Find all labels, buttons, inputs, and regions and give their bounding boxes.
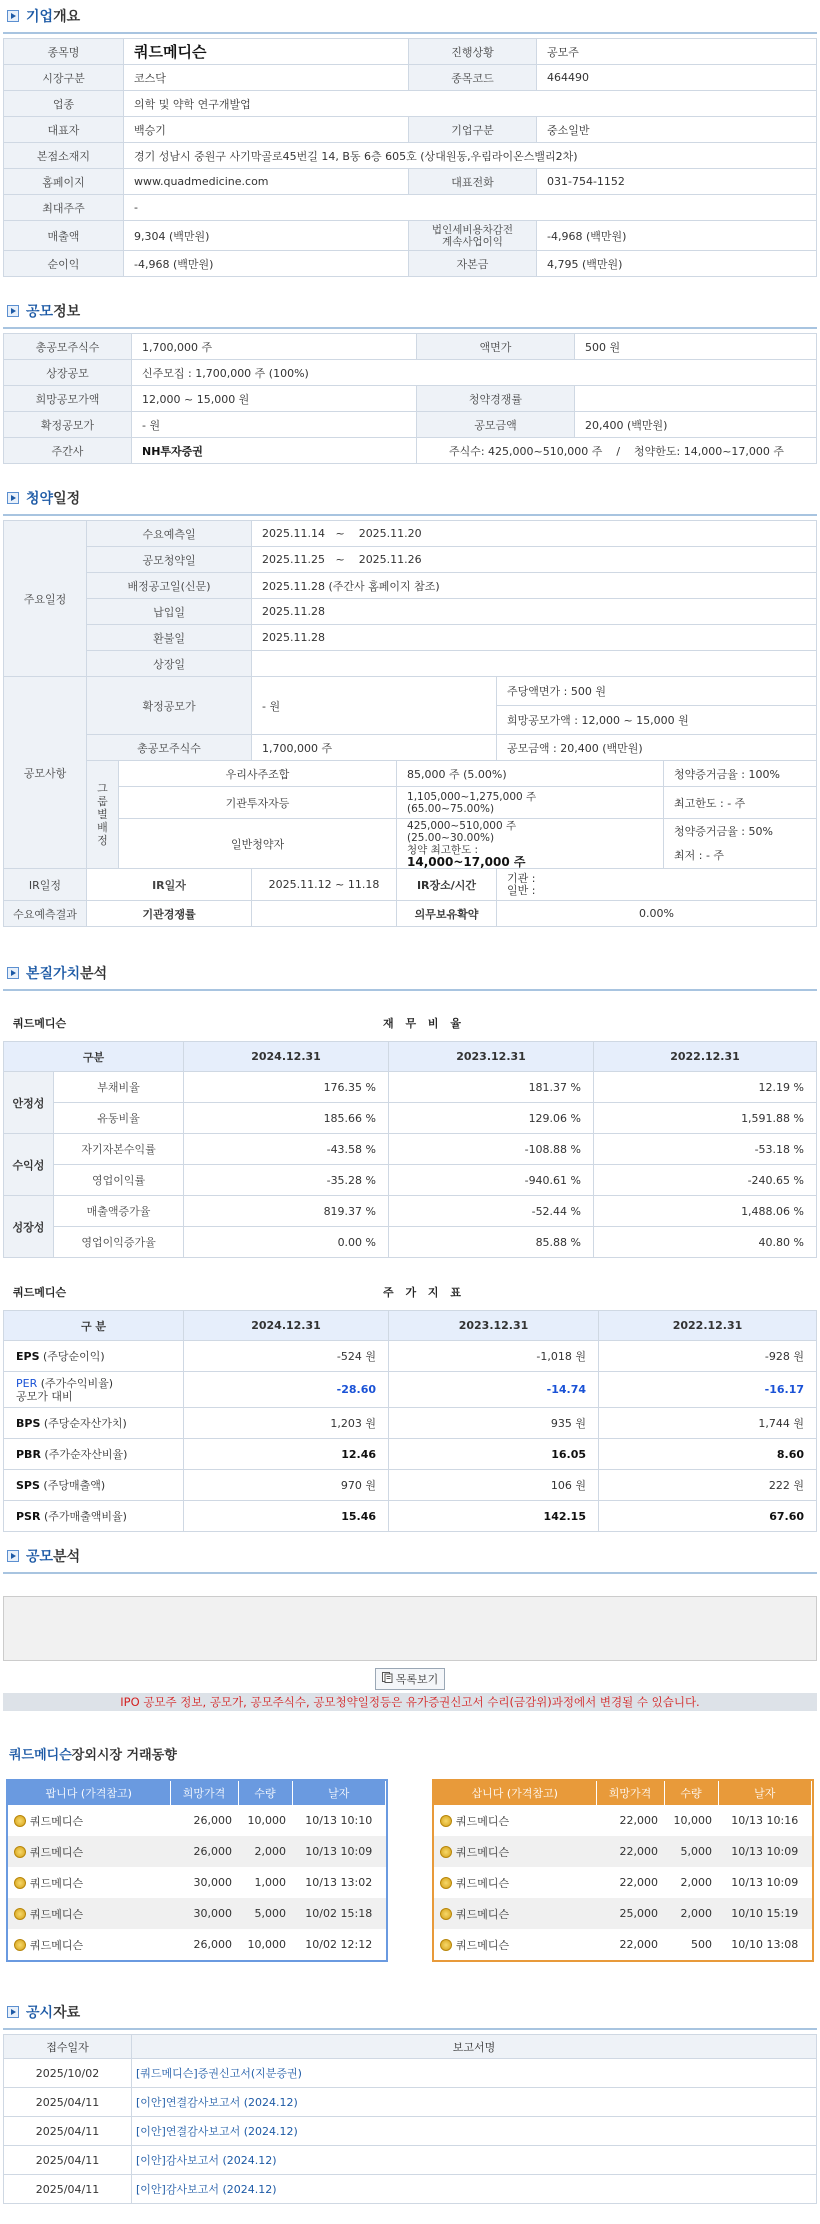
value-par-line: 주당액면가 : 500 원 bbox=[497, 677, 817, 706]
bps-value: 1,744 원 bbox=[599, 1408, 817, 1439]
sps-value: 222 원 bbox=[599, 1470, 817, 1501]
ratio-value: 819.37 % bbox=[184, 1196, 389, 1227]
value-stock-name: 쿼드메디슨 bbox=[124, 39, 409, 65]
buy-row[interactable]: 쿼드메디슨 22,000 2,000 10/13 10:09 bbox=[434, 1867, 812, 1898]
otc-section-title: 쿼드메디슨 장외시장 거래동향 bbox=[3, 1741, 817, 1771]
group-name-general: 일반청약자 bbox=[119, 819, 397, 869]
label-ir-schedule: IR일정 bbox=[4, 869, 87, 901]
stock-header-2023: 2023.12.31 bbox=[389, 1311, 599, 1341]
value-amount-line: 공모금액 : 20,400 (백만원) bbox=[497, 735, 817, 761]
eps-label: EPS (주당순이익) bbox=[4, 1341, 184, 1372]
label-demand-result: 수요예측결과 bbox=[4, 901, 87, 927]
label-allotment-notice: 배정공고일(신문) bbox=[87, 573, 252, 599]
eps-value: -524 원 bbox=[184, 1341, 389, 1372]
buy-header: 수량 bbox=[664, 1781, 718, 1805]
label-code: 종목코드 bbox=[409, 65, 537, 91]
label-subscription-date: 공모청약일 bbox=[87, 547, 252, 573]
value-phone: 031-754-1152 bbox=[537, 169, 817, 195]
buy-header: 희망가격 bbox=[596, 1781, 664, 1805]
stock-company-name: 쿼드메디슨 bbox=[13, 1286, 67, 1299]
list-button-row bbox=[3, 1661, 817, 1693]
ratio-value: 176.35 % bbox=[184, 1072, 389, 1103]
ratio-label: 유동비율 bbox=[54, 1103, 184, 1134]
disclosure-row: 2025/04/11 [이안]감사보고서 (2024.12) bbox=[4, 2146, 817, 2175]
ratio-company-name: 쿼드메디슨 bbox=[13, 1017, 67, 1030]
ratio-label: 자기자본수익률 bbox=[54, 1134, 184, 1165]
sell-header: 날자 bbox=[292, 1781, 386, 1805]
disclosure-row: 2025/04/11 [이안]연결감사보고서 (2024.12) bbox=[4, 2088, 817, 2117]
ratio-value: -940.61 % bbox=[389, 1165, 594, 1196]
label-fixed-price: 확정공모가 bbox=[4, 412, 132, 438]
psr-value: 142.15 bbox=[389, 1501, 599, 1532]
medal-icon bbox=[440, 1877, 452, 1889]
ratio-value: -240.65 % bbox=[594, 1165, 817, 1196]
value-total-shares: 1,700,000 주 bbox=[132, 334, 417, 360]
otc-buy-table bbox=[434, 1781, 812, 1960]
medal-icon bbox=[440, 1939, 452, 1951]
label-phone: 대표전화 bbox=[409, 169, 537, 195]
ratio-label: 부채비율 bbox=[54, 1072, 184, 1103]
value-payment-date: 2025.11.28 bbox=[252, 599, 817, 625]
psr-value: 15.46 bbox=[184, 1501, 389, 1532]
value-allotment-notice: 2025.11.28 (주간사 홈페이지 참조) bbox=[252, 573, 817, 599]
disclosure-table bbox=[3, 2034, 817, 2204]
sps-value: 970 원 bbox=[184, 1470, 389, 1501]
financial-ratio-header bbox=[3, 995, 817, 1041]
eps-value: -1,018 원 bbox=[389, 1341, 599, 1372]
bullet-square-icon bbox=[7, 967, 19, 979]
ratio-value: 85.88 % bbox=[389, 1227, 594, 1258]
list-icon bbox=[382, 1672, 393, 1686]
medal-icon bbox=[440, 1908, 452, 1920]
otc-company-name: 쿼드메디슨 bbox=[9, 1748, 72, 1763]
label-pretax-income: 법인세비용차감전 계속사업이익 bbox=[409, 221, 537, 251]
sell-row[interactable]: 쿼드메디슨 30,000 5,000 10/02 15:18 bbox=[8, 1898, 386, 1929]
ratio-value: 181.37 % bbox=[389, 1072, 594, 1103]
label-ir-date: IR일자 bbox=[87, 869, 252, 901]
ratio-value: -108.88 % bbox=[389, 1134, 594, 1165]
value-address: 경기 성남시 중원구 사기막골로45번길 14, B동 6층 605호 (상대원동,우림라이온스밸리2차) bbox=[124, 143, 817, 169]
ratio-group-stability: 안정성 bbox=[4, 1072, 54, 1134]
ratio-group-profitability: 수익성 bbox=[4, 1134, 54, 1196]
sps-value: 106 원 bbox=[389, 1470, 599, 1501]
medal-icon bbox=[440, 1846, 452, 1858]
ratio-header-2024: 2024.12.31 bbox=[184, 1042, 389, 1072]
analysis-content-box bbox=[3, 1596, 817, 1661]
buy-row[interactable]: 쿼드메디슨 25,000 2,000 10/10 15:19 bbox=[434, 1898, 812, 1929]
ratio-header-category: 구분 bbox=[4, 1042, 184, 1072]
pbr-label: PBR (주가순자산비율) bbox=[4, 1439, 184, 1470]
group-note-employee: 청약증거금율 : 100% bbox=[664, 761, 817, 787]
value-listing-offer: 신주모집 : 1,700,000 주 (100%) bbox=[132, 360, 817, 386]
bullet-square-icon bbox=[7, 10, 19, 22]
label-group-allotment: 그 룹 별 배 정 bbox=[87, 761, 119, 869]
label-offer-items: 공모사항 bbox=[4, 677, 87, 869]
label-demand-forecast: 수요예측일 bbox=[87, 521, 252, 547]
per-value: -14.74 bbox=[389, 1372, 599, 1408]
stock-header-2022: 2022.12.31 bbox=[599, 1311, 817, 1341]
ratio-value: -35.28 % bbox=[184, 1165, 389, 1196]
stock-indicator-table bbox=[3, 1310, 817, 1532]
financial-ratio-table bbox=[3, 1041, 817, 1258]
general-max-value: 14,000~17,000 주 bbox=[407, 854, 526, 869]
bps-label: BPS (주당순자산가치) bbox=[4, 1408, 184, 1439]
ipo-notice: IPO 공모주 정보, 공모가, 공모주식수, 공모청약일정등은 유가증권신고서 수리(금감위)과정에서 변경될 수 있습니다. bbox=[3, 1693, 817, 1711]
report-link[interactable]: [이안]연결감사보고서 (2024.12) bbox=[132, 2088, 817, 2117]
buy-header: 날자 bbox=[718, 1781, 812, 1805]
section-title-disclosure: 공시 자료 bbox=[3, 1996, 817, 2030]
value-capital: 4,795 (백만원) bbox=[537, 251, 817, 277]
group-note-institution: 최고한도 : - 주 bbox=[664, 787, 817, 819]
schedule-table bbox=[3, 520, 817, 927]
sell-header: 수량 bbox=[238, 1781, 292, 1805]
eps-value: -928 원 bbox=[599, 1341, 817, 1372]
label-company-type: 기업구분 bbox=[409, 117, 537, 143]
value-industry: 의학 및 약학 연구개발업 bbox=[124, 91, 817, 117]
medal-icon bbox=[440, 1815, 452, 1827]
otc-sell-panel bbox=[6, 1779, 388, 1962]
group-name-employee: 우리사주조합 bbox=[119, 761, 397, 787]
group-qty-employee: 85,000 주 (5.00%) bbox=[397, 761, 664, 787]
bullet-square-icon bbox=[7, 492, 19, 504]
buy-row[interactable]: 쿼드메디슨 22,000 10,000 10/13 10:16 bbox=[434, 1805, 812, 1836]
ratio-header-2022: 2022.12.31 bbox=[594, 1042, 817, 1072]
report-link[interactable]: [쿼드메디슨]증권신고서(지분증권) bbox=[132, 2059, 817, 2088]
section-title-overview: 기업 개요 bbox=[3, 0, 817, 34]
ratio-value: 185.66 % bbox=[184, 1103, 389, 1134]
disclosure-row: 2025/04/11 [이안]연결감사보고서 (2024.12) bbox=[4, 2117, 817, 2146]
label-homepage: 홈페이지 bbox=[4, 169, 124, 195]
bullet-square-icon bbox=[7, 305, 19, 317]
value-major-holder: - bbox=[124, 195, 817, 221]
section-title-analysis: 공모 분석 bbox=[3, 1540, 817, 1574]
pbr-value: 12.46 bbox=[184, 1439, 389, 1470]
ratio-label: 영업이익률 bbox=[54, 1165, 184, 1196]
pbr-value: 16.05 bbox=[389, 1439, 599, 1470]
disclosure-row: 2025/04/11 [이안]감사보고서 (2024.12) bbox=[4, 2175, 817, 2204]
ratio-value: -53.18 % bbox=[594, 1134, 817, 1165]
otc-buy-panel bbox=[432, 1779, 814, 1962]
disclosure-header-date: 접수일자 bbox=[4, 2035, 132, 2059]
sell-header: 팝니다 (가격참고) bbox=[8, 1781, 170, 1805]
value-competition bbox=[575, 386, 817, 412]
ratio-value: -52.44 % bbox=[389, 1196, 594, 1227]
value-total-shares-2: 1,700,000 주 bbox=[252, 735, 497, 761]
label-competition: 청약경쟁률 bbox=[417, 386, 575, 412]
bps-value: 935 원 bbox=[389, 1408, 599, 1439]
medal-icon bbox=[14, 1815, 26, 1827]
group-name-institution: 기관투자자등 bbox=[119, 787, 397, 819]
value-pretax-income: -4,968 (백만원) bbox=[537, 221, 817, 251]
section-title-valuation: 본질가치 분석 bbox=[3, 957, 817, 991]
section-title-schedule: 청약 일정 bbox=[3, 482, 817, 516]
value-market: 코스닥 bbox=[124, 65, 409, 91]
otc-trade-panels bbox=[3, 1771, 817, 1962]
sell-row[interactable]: 쿼드메디슨 26,000 2,000 10/13 10:09 bbox=[8, 1836, 386, 1867]
label-hope-price: 희망공모가액 bbox=[4, 386, 132, 412]
medal-icon bbox=[14, 1877, 26, 1889]
sell-row[interactable]: 쿼드메디슨 26,000 10,000 10/02 12:12 bbox=[8, 1929, 386, 1960]
per-value: -16.17 bbox=[599, 1372, 817, 1408]
value-face-value: 500 원 bbox=[575, 334, 817, 360]
ratio-value: 40.80 % bbox=[594, 1227, 817, 1258]
value-lockup: 0.00% bbox=[497, 901, 817, 927]
buy-header: 삽니다 (가격참고) bbox=[434, 1781, 596, 1805]
label-status: 진행상황 bbox=[409, 39, 537, 65]
list-button[interactable]: 목록보기 bbox=[375, 1668, 446, 1690]
label-capital: 자본금 bbox=[409, 251, 537, 277]
ratio-value: 1,591.88 % bbox=[594, 1103, 817, 1134]
sell-header: 희망가격 bbox=[170, 1781, 238, 1805]
ratio-title: 재 무 비 율 bbox=[383, 1017, 465, 1030]
medal-icon bbox=[14, 1846, 26, 1858]
sell-row[interactable]: 쿼드메디슨 30,000 1,000 10/13 13:02 bbox=[8, 1867, 386, 1898]
value-refund-date: 2025.11.28 bbox=[252, 625, 817, 651]
pbr-value: 8.60 bbox=[599, 1439, 817, 1470]
label-revenue: 매출액 bbox=[4, 221, 124, 251]
label-manager: 주간사 bbox=[4, 438, 132, 464]
label-stock-name: 종목명 bbox=[4, 39, 124, 65]
ratio-value: 12.19 % bbox=[594, 1072, 817, 1103]
report-link[interactable]: [이안]연결감사보고서 (2024.12) bbox=[132, 2117, 817, 2146]
stock-header-2024: 2024.12.31 bbox=[184, 1311, 389, 1341]
label-offer-amount: 공모금액 bbox=[417, 412, 575, 438]
label-inst-competition: 기관경쟁률 bbox=[87, 901, 252, 927]
psr-value: 67.60 bbox=[599, 1501, 817, 1532]
value-manager-detail: 주식수: 425,000~510,000 주 / 청약한도: 14,000~17,000 주 bbox=[417, 438, 817, 464]
sell-row[interactable]: 쿼드메디슨 26,000 10,000 10/13 10:10 bbox=[8, 1805, 386, 1836]
buy-row[interactable]: 쿼드메디슨 22,000 5,000 10/13 10:09 bbox=[434, 1836, 812, 1867]
stock-header-category: 구 분 bbox=[4, 1311, 184, 1341]
value-listing-date bbox=[252, 651, 817, 677]
bullet-square-icon bbox=[7, 1550, 19, 1562]
value-manager: NH투자증권 bbox=[132, 438, 417, 464]
sps-label: SPS (주당매출액) bbox=[4, 1470, 184, 1501]
group-qty-general: 425,000~510,000 주 (25.00~30.00%) 청약 최고한도 : 14,000~17,000 주 bbox=[397, 819, 664, 869]
group-note-general: 청약증거금율 : 50% 최저 : - 주 bbox=[664, 819, 817, 869]
value-net-income: -4,968 (백만원) bbox=[124, 251, 409, 277]
value-hope-price: 12,000 ~ 15,000 원 bbox=[132, 386, 417, 412]
report-link[interactable]: [이안]감사보고서 (2024.12) bbox=[132, 2146, 817, 2175]
value-subscription-date: 2025.11.25 ~ 2025.11.26 bbox=[252, 547, 817, 573]
ratio-header-2023: 2023.12.31 bbox=[389, 1042, 594, 1072]
value-inst-competition bbox=[252, 901, 397, 927]
value-ceo: 백승기 bbox=[124, 117, 409, 143]
label-listing-offer: 상장공모 bbox=[4, 360, 132, 386]
label-refund-date: 환불일 bbox=[87, 625, 252, 651]
overview-table bbox=[3, 38, 817, 277]
label-lockup: 의무보유확약 bbox=[397, 901, 497, 927]
stock-title: 주 가 지 표 bbox=[383, 1286, 465, 1299]
value-hope-line: 희망공모가액 : 12,000 ~ 15,000 원 bbox=[497, 706, 817, 735]
value-fixed-price: - 원 bbox=[132, 412, 417, 438]
label-main-schedule: 주요일정 bbox=[4, 521, 87, 677]
value-revenue: 9,304 (백만원) bbox=[124, 221, 409, 251]
label-face-value: 액면가 bbox=[417, 334, 575, 360]
medal-icon bbox=[14, 1939, 26, 1951]
ratio-value: -43.58 % bbox=[184, 1134, 389, 1165]
value-company-type: 중소일반 bbox=[537, 117, 817, 143]
label-address: 본점소재지 bbox=[4, 143, 124, 169]
homepage-link[interactable]: www.quadmedicine.com bbox=[124, 169, 409, 195]
value-fixed-price-2: - 원 bbox=[252, 677, 497, 735]
value-ir-place: 기관 : 일반 : bbox=[497, 869, 817, 901]
label-ir-place: IR장소/시간 bbox=[397, 869, 497, 901]
label-major-holder: 최대주주 bbox=[4, 195, 124, 221]
ratio-value: 129.06 % bbox=[389, 1103, 594, 1134]
bullet-square-icon bbox=[7, 2006, 19, 2018]
per-label: PER (주가수익비율) 공모가 대비 bbox=[4, 1372, 184, 1408]
per-value: -28.60 bbox=[184, 1372, 389, 1408]
label-net-income: 순이익 bbox=[4, 251, 124, 277]
stock-indicator-header bbox=[3, 1258, 817, 1310]
disclosure-row: 2025/10/02 [쿼드메디슨]증권신고서(지분증권) bbox=[4, 2059, 817, 2088]
medal-icon bbox=[14, 1908, 26, 1920]
value-status: 공모주 bbox=[537, 39, 817, 65]
ratio-group-growth: 성장성 bbox=[4, 1196, 54, 1258]
ratio-value: 0.00 % bbox=[184, 1227, 389, 1258]
label-ceo: 대표자 bbox=[4, 117, 124, 143]
otc-sell-table bbox=[8, 1781, 386, 1960]
label-listing-date: 상장일 bbox=[87, 651, 252, 677]
disclosure-header-report: 보고서명 bbox=[132, 2035, 817, 2059]
group-qty-institution: 1,105,000~1,275,000 주 (65.00~75.00%) bbox=[397, 787, 664, 819]
value-ir-date: 2025.11.12 ~ 11.18 bbox=[252, 869, 397, 901]
label-total-shares-2: 총공모주식수 bbox=[87, 735, 252, 761]
ratio-value: 1,488.06 % bbox=[594, 1196, 817, 1227]
label-fixed-price-2: 확정공모가 bbox=[87, 677, 252, 735]
offering-table bbox=[3, 333, 817, 464]
report-link[interactable]: [이안]감사보고서 (2024.12) bbox=[132, 2175, 817, 2204]
ratio-label: 매출액증가율 bbox=[54, 1196, 184, 1227]
bps-value: 1,203 원 bbox=[184, 1408, 389, 1439]
label-payment-date: 납입일 bbox=[87, 599, 252, 625]
value-code: 464490 bbox=[537, 65, 817, 91]
section-title-offering: 공모 정보 bbox=[3, 295, 817, 329]
buy-row[interactable]: 쿼드메디슨 22,000 500 10/10 13:08 bbox=[434, 1929, 812, 1960]
label-total-shares: 총공모주식수 bbox=[4, 334, 132, 360]
ratio-label: 영업이익증가율 bbox=[54, 1227, 184, 1258]
label-market: 시장구분 bbox=[4, 65, 124, 91]
value-offer-amount: 20,400 (백만원) bbox=[575, 412, 817, 438]
label-industry: 업종 bbox=[4, 91, 124, 117]
psr-label: PSR (주가매출액비율) bbox=[4, 1501, 184, 1532]
value-demand-forecast: 2025.11.14 ~ 2025.11.20 bbox=[252, 521, 817, 547]
